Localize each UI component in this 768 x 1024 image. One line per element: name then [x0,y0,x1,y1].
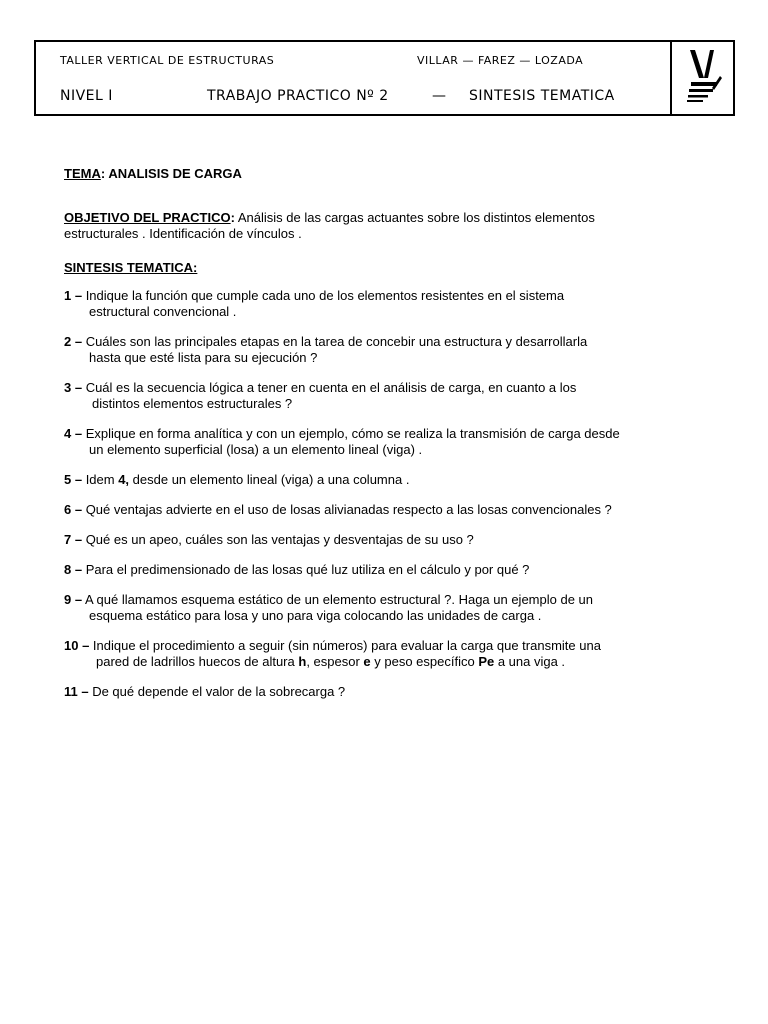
workshop-name: TALLER VERTICAL DE ESTRUCTURAS [60,54,275,67]
question-item [64,472,714,488]
authors: VILLAR — FAREZ — LOZADA [417,54,584,67]
header-topic: SINTESIS TEMATICA [469,88,615,104]
topic-label: TEMA [64,166,101,181]
header-dash: — [432,88,447,104]
document-body [64,166,714,714]
question-number: 2 – [64,334,83,349]
question-text-continued: estructural convencional . [89,304,237,319]
question-text-continued [64,654,714,670]
question-text-part: a una viga . [494,654,566,669]
variable-height: h [298,654,307,669]
question-text: Cuál es la secuencia lógica a tener en cuenta en el análisis de carga, en cuanto a los [82,380,577,395]
question-number: 6 – [64,502,83,517]
question-number: 4 – [64,426,83,441]
variable-thickness: e [363,654,371,669]
question-item [64,532,714,548]
topic-colon: : [100,166,106,181]
practice-title: TRABAJO PRACTICO Nº 2 [207,88,389,104]
question-number: 10 – [64,638,90,653]
question-item [64,334,714,366]
question-number: 11 – [64,684,89,699]
objective-colon: : [230,210,235,225]
question-text: A qué llamamos esquema estático de un elemento estructural ?. Haga un ejemplo de un [82,592,594,607]
question-text-continued: distintos elementos estructurales ? [92,396,293,411]
objective-label: OBJETIVO DEL PRACTICO [64,210,231,225]
question-item [64,592,714,624]
question-item [64,426,714,458]
question-item [64,638,714,670]
question-reference: 4, [118,472,130,487]
question-item [64,502,714,518]
level: NIVEL I [60,88,113,104]
institution-logo-icon [684,48,724,106]
question-text: Cuáles son las principales etapas en la tarea de concebir una estructura y desarrollarla [82,334,588,349]
question-text-continued: un elemento superficial (losa) a un elemento lineal (viga) . [89,442,423,457]
question-text-post: desde un elemento lineal (viga) a una columna . [129,472,410,487]
question-item [64,380,714,412]
question-text-continued: hasta que esté lista para su ejecución ? [89,350,318,365]
variable-specific-weight: Pe [478,654,495,669]
question-text: Qué es un apeo, cuáles son las ventajas y desventajas de su uso ? [82,532,474,547]
topic-line [64,166,714,182]
question-text: Qué ventajas advierte en el uso de losas alivianadas respecto a las losas convencionales ? [82,502,612,517]
objective-text-line2: estructurales . Identificación de vínculos . [64,226,302,241]
question-number: 5 – [64,472,83,487]
question-text-part: pared de ladrillos huecos de altura [96,654,299,669]
question-item [64,684,714,700]
question-number: 7 – [64,532,83,547]
question-number: 8 – [64,562,83,577]
objective-paragraph [64,210,714,242]
question-text-part: y peso específico [370,654,479,669]
document-header [34,40,735,116]
question-item [64,562,714,578]
question-number: 1 – [64,288,83,303]
question-number: 3 – [64,380,83,395]
objective-text-line1: Análisis de las cargas actuantes sobre los distintos elementos [234,210,595,225]
question-text: Explique en forma analítica y con un ejemplo, cómo se realiza la transmisión de carga desde [82,426,620,441]
question-text: Para el predimensionado de las losas qué luz utiliza en el cálculo y por qué ? [82,562,530,577]
section-title: SINTESIS TEMATICA: [64,260,198,275]
question-text-continued: esquema estático para losa y uno para viga colocando las unidades de carga . [89,608,542,623]
question-text-part: , espesor [306,654,364,669]
topic-value: ANALISIS DE CARGA [105,166,242,181]
question-item [64,288,714,320]
question-text-pre: Idem [82,472,119,487]
question-number: 9 – [64,592,83,607]
question-text: De qué depende el valor de la sobrecarga ? [88,684,346,699]
question-text: Indique el procedimiento a seguir (sin números) para evaluar la carga que transmite una [89,638,601,653]
question-text: Indique la función que cumple cada uno de los elementos resistentes en el sistema [82,288,565,303]
logo-cell [670,42,733,114]
